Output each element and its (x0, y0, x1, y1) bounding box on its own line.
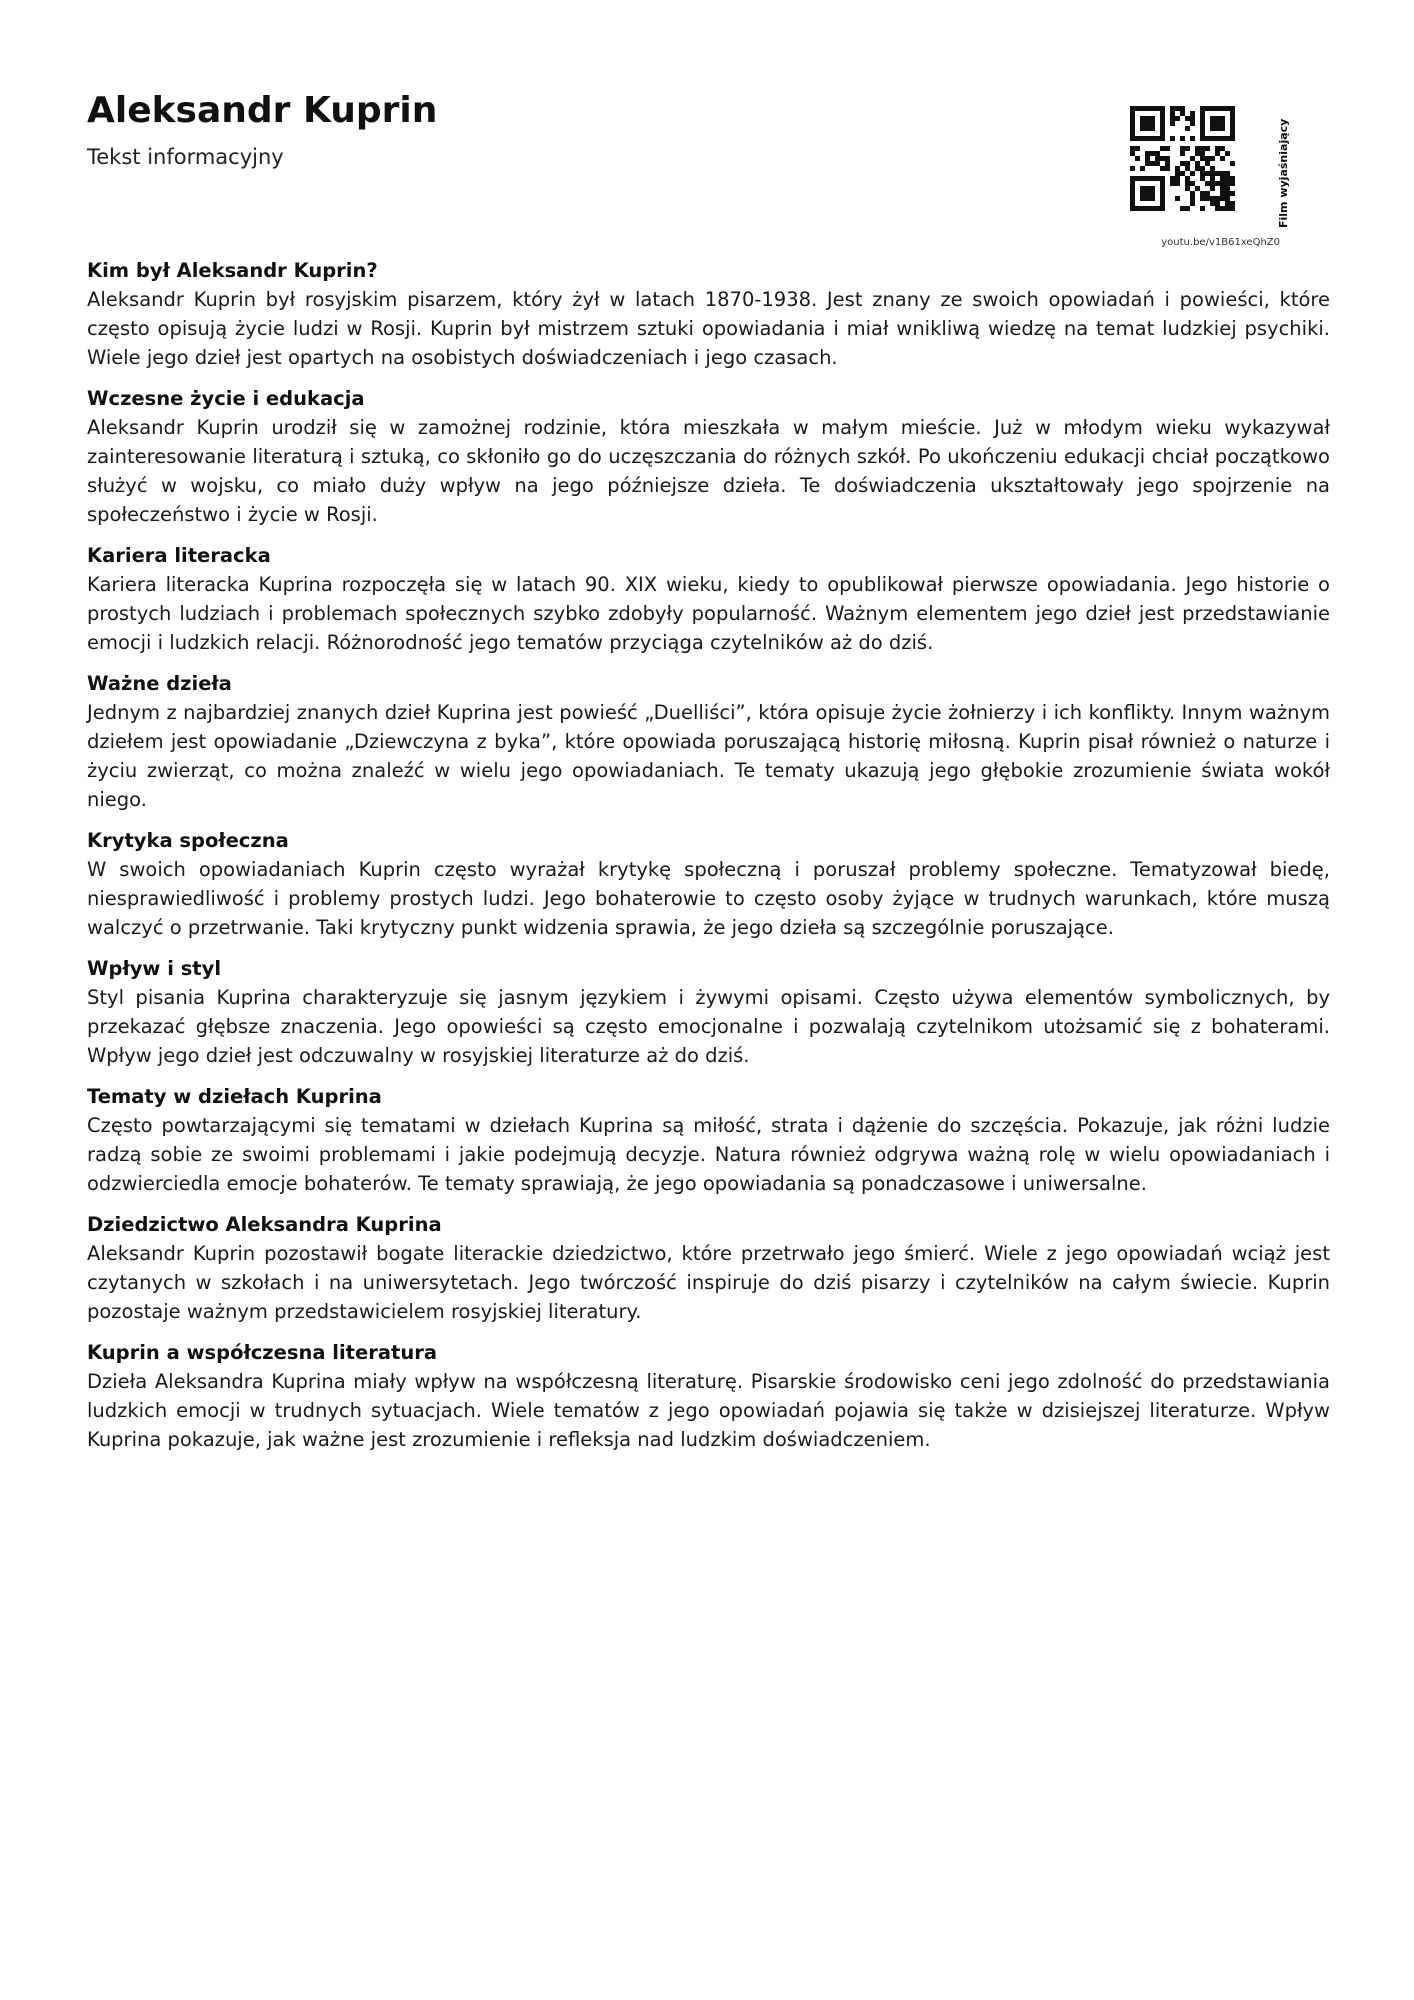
qr-code-icon[interactable] (1120, 96, 1245, 221)
section-paragraph: Styl pisania Kuprina charakteryzuje się jasnym językiem i żywymi opisami. Często używa elementów symbolicznych, by przekazać głębsze znaczenia. Jego opowieści są często emocjonalne i pozwalają czytelnikom utożsamić się z bohaterami. Wpływ jego dzieł jest odczuwalny w rosyjskiej literaturze aż do dziś. (87, 986, 1330, 1067)
section-heading: Ważne dzieła (87, 672, 232, 695)
section-paragraph: Aleksandr Kuprin urodził się w zamożnej rodzinie, która mieszkała w małym mieście. Już w młodym wieku wykazywał zainteresowanie literaturą i sztuką, co skłoniło go do uczęszczania do różnych szkół. Po ukończeniu edukacji chciał początkowo służyć w wojsku, co miało duży wpływ na jego późniejsze dzieła. Te doświadczenia ukształtowały jego spojrzenie na społeczeństwo i życie w Rosji. (87, 416, 1330, 526)
section-paragraph: Często powtarzającymi się tematami w dziełach Kuprina są miłość, strata i dążenie do szczęścia. Pokazuje, jak różni ludzie radzą sobie ze swoimi problemami i jakie podejmują decyzje. Natura również odgrywa ważną rolę w wielu opowiadaniach i odzwierciedla emocje bohaterów. Te tematy sprawiają, że jego opowiadania są ponadczasowe i uniwersalne. (87, 1114, 1330, 1195)
text-section (87, 826, 1330, 942)
section-paragraph: Aleksandr Kuprin był rosyjskim pisarzem, który żył w latach 1870-1938. Jest znany ze swoich opowiadań i powieści, które często opisują życie ludzi w Rosji. Kuprin był mistrzem sztuki opowiadania i miał wnikliwą wiedzę na temat ludzkiej psychiki. Wiele jego dzieł jest opartych na osobistych doświadczeniach i jego czasach. (87, 288, 1330, 369)
section-paragraph: Jednym z najbardziej znanych dzieł Kuprina jest powieść „Duelliści”, która opisuje życie żołnierzy i ich konflikty. Innym ważnym dziełem jest opowiadanie „Dziewczyna z byka”, które opowiada poruszającą historię miłosną. Kuprin pisał również o naturze i życiu zwierząt, co można znaleźć w wielu jego opowiadaniach. Te tematy ukazują jego głębokie zrozumienie świata wokół niego. (87, 701, 1330, 811)
qr-url-text[interactable]: youtu.be/v1B61xeQhZ0 (1161, 237, 1280, 248)
text-section (87, 1338, 1330, 1454)
page-subtitle: Tekst informacyjny (87, 145, 284, 169)
section-heading: Tematy w dziełach Kuprina (87, 1085, 382, 1108)
document-header (87, 88, 987, 172)
text-section (87, 384, 1330, 529)
section-paragraph: W swoich opowiadaniach Kuprin często wyrażał krytykę społeczną i poruszał problemy społeczne. Tematyzował biedę, niesprawiedliwość i problemy prostych ludzi. Jego bohaterowie to często osoby żyjące w trudnych warunkach, które muszą walczyć o przetrwanie. Taki krytyczny punkt widzenia sprawia, że jego dzieła są szczególnie poruszające. (87, 858, 1330, 939)
text-section (87, 954, 1330, 1070)
page-title: Aleksandr Kuprin (87, 90, 438, 131)
section-paragraph: Dzieła Aleksandra Kuprina miały wpływ na współczesną literaturę. Pisarskie środowisko ceni jego zdolność do przedstawiania ludzkich emocji w trudnych sytuacjach. Wiele tematów z jego opowiadań pojawia się także w dzisiejszej literaturze. Wpływ Kuprina pokazuje, jak ważne jest zrozumienie i refleksja nad ludzkim doświadczeniem. (87, 1370, 1330, 1451)
text-section (87, 1082, 1330, 1198)
qr-side-label: Film wyjaśniający (1277, 118, 1290, 228)
section-paragraph: Aleksandr Kuprin pozostawił bogate literackie dziedzictwo, które przetrwało jego śmierć. Wiele z jego opowiadań wciąż jest czytanych w szkołach i na uniwersytetach. Jego twórczość inspiruje do dziś pisarzy i czytelników na całym świecie. Kuprin pozostaje ważnym przedstawicielem rosyjskiej literatury. (87, 1242, 1330, 1323)
text-section (87, 256, 1330, 372)
section-heading: Kim był Aleksandr Kuprin? (87, 259, 378, 282)
text-section (87, 669, 1330, 814)
section-heading: Wpływ i styl (87, 957, 222, 980)
section-heading: Wczesne życie i edukacja (87, 387, 365, 410)
text-section (87, 541, 1330, 657)
section-heading: Dziedzictwo Aleksandra Kuprina (87, 1213, 442, 1236)
document-body (87, 256, 1330, 1466)
section-heading: Kariera literacka (87, 544, 271, 567)
text-section (87, 1210, 1330, 1326)
section-heading: Krytyka społeczna (87, 829, 289, 852)
section-paragraph: Kariera literacka Kuprina rozpoczęła się w latach 90. XIX wieku, kiedy to opublikował pierwsze opowiadania. Jego historie o prostych ludziach i problemach społecznych szybko zdobyły popularność. Ważnym elementem jego dzieł jest przedstawianie emocji i ludzkich relacji. Różnorodność jego tematów przyciąga czytelników aż do dziś. (87, 573, 1330, 654)
section-heading: Kuprin a współczesna literatura (87, 1341, 437, 1364)
